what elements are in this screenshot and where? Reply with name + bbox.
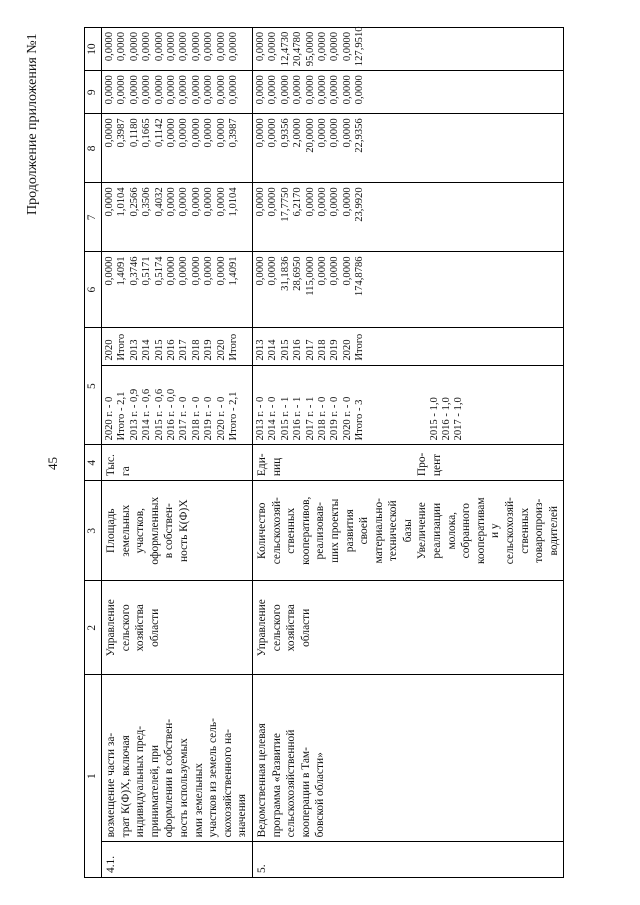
- indicator: Количество сельскохозяй- ственных кооперативов, реализовав- ших проекты развития своей материально- технической базы Увеличение реализации молока, собранного кооперативам и у сельскохозяй- ственных товаропроиз- водителей: [252, 481, 563, 581]
- header-cell-6: 6: [85, 252, 102, 328]
- row-number: 5.: [252, 842, 563, 878]
- table-header-row: [85, 28, 102, 878]
- unit: Еди- ниц Про- цент: [252, 445, 563, 481]
- funding-col8: 0,0000 0,3987 0,1180 0,1665 0,1142 0,0000 0,0000 0,0000 0,0000 0,0000 0,3987: [102, 114, 253, 183]
- table-row: [252, 28, 563, 878]
- activity-name: возмещение части за- трат К(Ф)Х, включая индивидуальных пред- принимателей, при оформлении в собствен- ность используемых ими земельных участков из земель сель- скохозяйственного на- значения: [102, 675, 253, 842]
- funding-total: 0,0000 1,4091 0,3746 0,5171 0,5174 0,0000 0,0000 0,0000 0,0000 0,0000 1,4091: [102, 252, 253, 328]
- funding-col9: 0,0000 0,0000 0,0000 0,0000 0,0000 0,0000 0,0000 0,0000 0,0000 0,0000 0,0000: [102, 71, 253, 114]
- header-cell-9: 9: [85, 71, 102, 114]
- header-cell-10: 10: [85, 28, 102, 71]
- funding-col7: 0,0000 1,0104 0,2566 0,3506 0,4032 0,0000 0,0000 0,0000 0,0000 0,0000 1,0104: [102, 183, 253, 252]
- row-number: 4.1.: [102, 842, 253, 878]
- funding-col8: 0,0000 0,0000 0,9356 2,0000 20,0000 0,0000 0,0000 0,0000 22,9356: [252, 114, 563, 183]
- header-cell-1: 1: [85, 675, 102, 878]
- unit: Тыс. га: [102, 445, 253, 481]
- appendix-caption: Продолжение приложения №1: [25, 33, 40, 215]
- activity-name: Ведомственная целевая программа «Развитие сельскохозяйственной кооперации в Там- бовской области»: [252, 675, 563, 842]
- funding-col10: 0,0000 0,0000 0,0000 0,0000 0,0000 0,0000 0,0000 0,0000 0,0000 0,0000 0,0000: [102, 28, 253, 71]
- funding-total: 0,0000 0,0000 31,1836 28,6950 115,0000 0,0000 0,0000 0,0000 174,8786: [252, 252, 563, 328]
- funding-col7: 0,0000 0,0000 17,7750 6,2170 0,0000 0,0000 0,0000 0,0000 23,9920: [252, 183, 563, 252]
- header-cell-3: 3: [85, 481, 102, 581]
- table-row: [102, 28, 253, 878]
- target-values: 2020 г. - 0 Итого - 2,1 2013 г. - 0,9 2014 г. - 0,6 2015 г. - 0,6 2016 г. - 0,0 2017 г. - 0 2018 г. - 0 2019 г. - 0 2020 г. - 0 Итого - 2,1: [102, 365, 253, 445]
- target-values: 2013 г. - 0 2014 г. - 0 2015 г. - 1 2016 г. - 1 2017 г. - 1 2018 г. - 0 2019 г. - 0 2020 г. - 0 Итого - 3 2015 - 1,0 2016 - 1,0 2017 - 1,0: [252, 365, 563, 445]
- header-cell-5: 5: [85, 327, 102, 445]
- executor: Управление сельского хозяйства области: [252, 581, 563, 675]
- year-list: 2020 Итого 2013 2014 2015 2016 2017 2018 2019 2020 Итого: [102, 327, 253, 365]
- indicator: Площадь земельных участков, оформленных в собствен- ность К(Ф)Х: [102, 481, 253, 581]
- executor: Управление сельского хозяйства области: [102, 581, 253, 675]
- program-table: [84, 27, 564, 878]
- header-cell-7: 7: [85, 183, 102, 252]
- header-cell-8: 8: [85, 114, 102, 183]
- header-cell-4: 4: [85, 445, 102, 481]
- funding-col9: 0,0000 0,0000 0,0000 0,0000 0,0000 0,0000 0,0000 0,0000 0,0000: [252, 71, 563, 114]
- page-number: 45: [45, 457, 60, 470]
- header-cell-2: 2: [85, 581, 102, 675]
- year-list: 2013 2014 2015 2016 2017 2018 2019 2020 Итого: [252, 327, 563, 365]
- funding-col10: 0,0000 0,0000 12,4730 20,4780 95,0000 0,0000 0,0000 0,0000 127,9510: [252, 28, 563, 71]
